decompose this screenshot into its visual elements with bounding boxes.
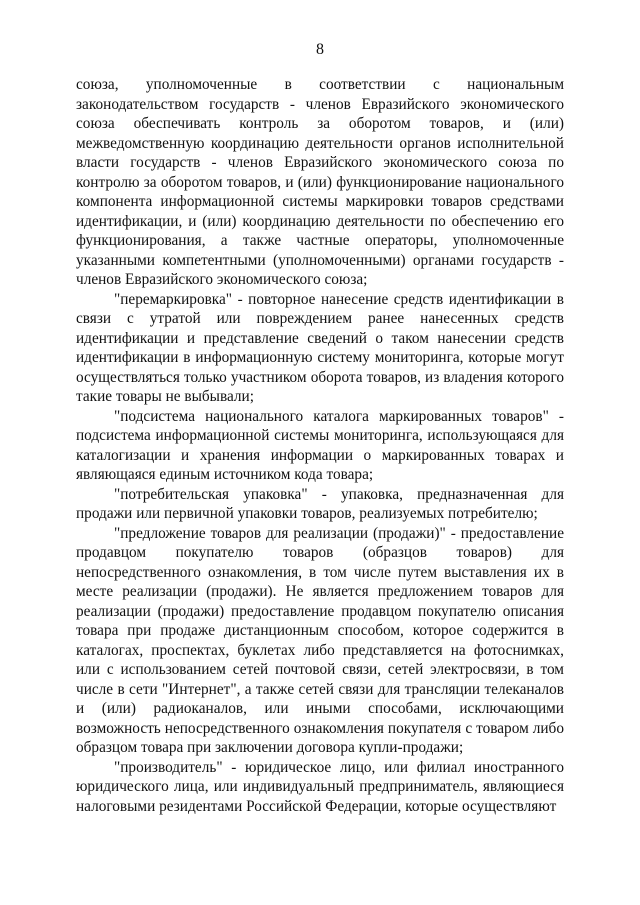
paragraph-definition-offer-for-sale: "предложение товаров для реализации (продажи)" - предоставление продавцом покупателю товаров (образцов товаров) для непосредственного ознакомления, в том числе путем выставления их в месте реализации (продажи). Не является предложением товаров для реализации (продажи) предоставление продавцом покупателю описания товара при продаже дистанционным способом, которое содержится в каталогах, проспектах, буклетах либо представляется на фотоснимках, или с использованием сетей почтовой связи, сетей электросвязи, в том числе в сети "Интернет", а также сетей связи для трансляции телеканалов и (или) радиоканалов, или иными способами, исключающими возможность непосредственного ознакомления покупателя с товаром либо образцом товара при заключении договора купли-продажи; [76,524,564,756]
paragraph-definition-remarking: "перемаркировка" - повторное нанесение средств идентификации в связи с утратой или повреждением ранее нанесенных средств идентификации и представление сведений о таком нанесении средств идентификации в информационную систему мониторинга, которые могут осуществляться только участником оборота товаров, из владения которого такие товары не выбывали; [76,290,564,405]
document-body [76,75,564,816]
paragraph-continuation: союза, уполномоченные в соответствии с национальным законодательством государств - членов Евразийского экономического союза обеспечивать контроль за оборотом товаров, и (или) межведомственную координацию деятельности органов исполнительной власти государств - членов Евразийского экономического союза по контролю за оборотом товаров, и (или) функционирование национального компонента информационной системы маркировки товаров средствами идентификации, и (или) координацию деятельности по обеспечению его функционирования, а также частные операторы, уполномоченные указанными компетентными (уполномоченными) органами государств - членов Евразийского экономического союза; [76,76,564,288]
paragraph-definition-manufacturer: "производитель" - юридическое лицо, или филиал иностранного юридического лица, или индивидуальный предприниматель, являющиеся налоговыми резидентами Российской Федерации, которые осуществляют [76,758,564,815]
paragraph-definition-catalog-subsystem: "подсистема национального каталога маркированных товаров" - подсистема информационной системы мониторинга, использующаяся для каталогизации и хранения информации о маркированных товарах и являющаяся единым источником кода товара; [76,407,564,483]
page-number: 8 [316,41,324,58]
paragraph-definition-consumer-packaging: "потребительская упаковка" - упаковка, предназначенная для продажи или первичной упаковки товаров, реализуемых потребителю; [76,485,564,522]
